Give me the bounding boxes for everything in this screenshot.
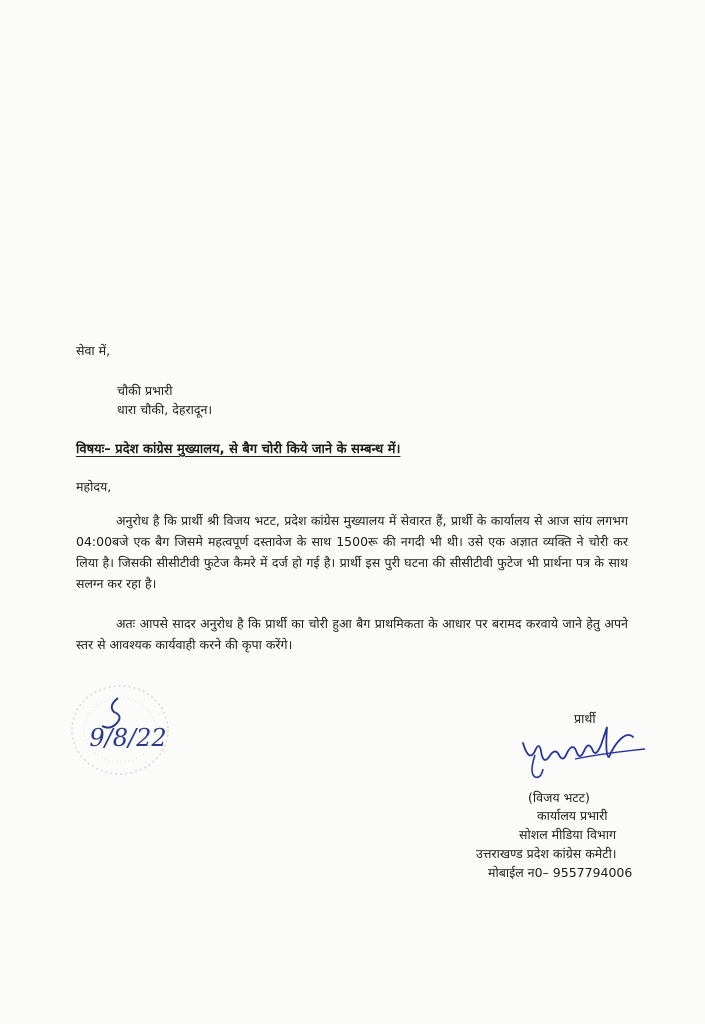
greeting: महोदय,: [76, 479, 112, 494]
sender-label: प्रार्थी: [574, 711, 596, 726]
sender-name: (विजय भटट): [528, 790, 590, 805]
recipient-address: धारा चौकी, देहरादून।: [117, 402, 213, 417]
salutation: सेवा में,: [76, 343, 111, 358]
recipient-title: चौकी प्रभारी: [117, 383, 173, 398]
received-stamp: [60, 678, 220, 788]
sender-mobile: मोबाईल न0– 9557794006: [488, 865, 633, 880]
stamp-date: 9/8/22: [89, 724, 167, 752]
subject-line: विषयः– प्रदेश कांग्रेस मुख्यालय, से बैग चोरी किये जाने के सम्बन्ध में।: [76, 442, 401, 457]
sender-department: सोशल मीडिया विभाग: [519, 827, 616, 842]
sender-designation: कार्यालय प्रभारी: [537, 808, 608, 823]
body-paragraph-1: अनुरोध है कि प्रार्थी श्री विजय भटट, प्रदेश कांग्रेस मुख्यालय में सेवारत हैं, प्रार्थी के कार्यालय से आज सांय लगभग 04:00बजे एक बैग जिसमे महत्वपूर्ण दस्तावेज के साथ 1500रू की नगदी भी थी। उसे एक अज्ञात व्यक्ति ने चोरी कर लिया है। जिसकी सीसीटीवी फुटेज कैमरे में दर्ज हो गई है। प्रार्थी इस पुरी घटना की सीसीटीवी फुटेज भी प्रार्थना पत्र के साथ सलग्न कर रहा है।: [76, 513, 628, 591]
sender-organization: उत्तराखण्ड प्रदेश कांग्रेस कमेटी।: [476, 846, 617, 861]
signature: [515, 725, 650, 785]
body-paragraph-2: अतः आपसे सादर अनुरोध है कि प्रार्थी का चोरी हुआ बैग प्राथमिकता के आधार पर बरामद करवाये जाने हेतु अपने स्तर से आवश्यक कार्यवाही करने की कृपा करेंगे।: [76, 616, 628, 652]
